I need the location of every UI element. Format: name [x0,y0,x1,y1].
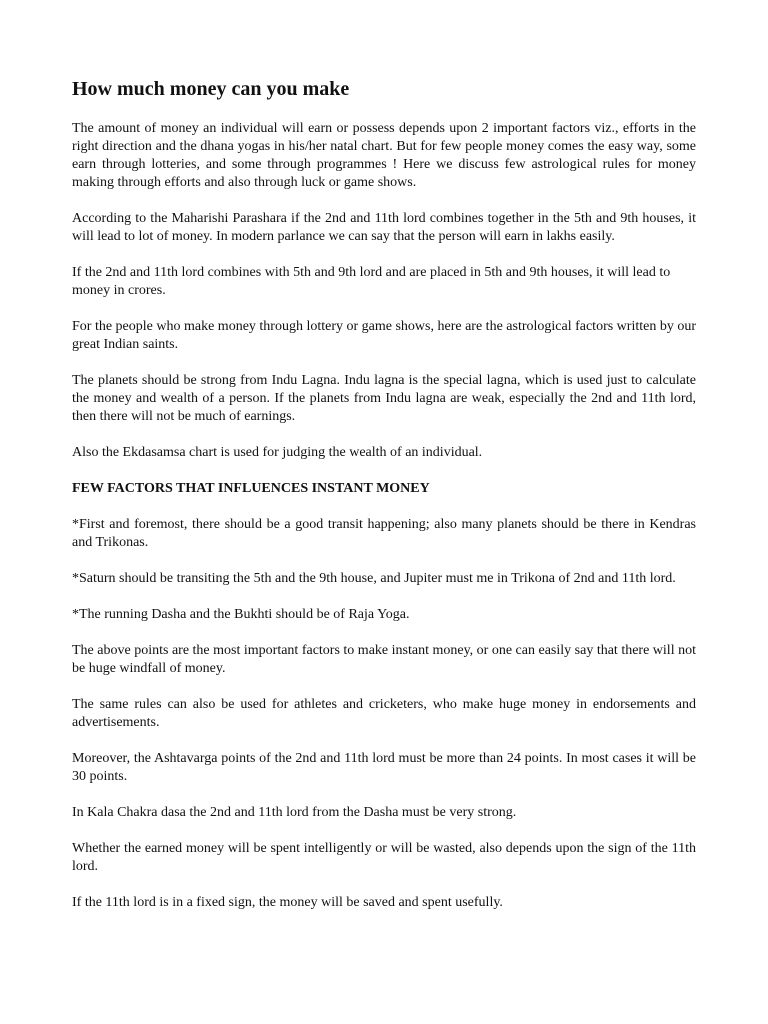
document-page [72,76,696,930]
paragraph-lottery: For the people who make money through lottery or game shows, here are the astrological factors written by our great Indian saints. [72,319,696,352]
document-title: How much money can you make [72,78,350,100]
paragraph-saturn: *Saturn should be transiting the 5th and the 9th house, and Jupiter must me in Trikona of 2nd and 11th lord. [72,571,676,586]
paragraph-kala-chakra: In Kala Chakra dasa the 2nd and 11th lord from the Dasha must be very strong. [72,805,517,820]
paragraph-ekdasamsa: Also the Ekdasamsa chart is used for judging the wealth of an individual. [72,445,483,460]
paragraph-fixed-sign: If the 11th lord is in a fixed sign, the money will be saved and spent usefully. [72,895,503,910]
section-heading: FEW FACTORS THAT INFLUENCES INSTANT MONEY [72,481,430,496]
paragraph-intro: The amount of money an individual will earn or possess depends upon 2 important factors viz., efforts in the right direction and the dhana yogas in his/her natal chart. But for few people money comes the easy way, some earn through lotteries, and some through programmes ! Here we discuss few astrological rules for money making through efforts and also through luck or game shows. [72,121,696,190]
paragraph-dasha: *The running Dasha and the Bukhti should be of Raja Yoga. [72,607,410,622]
paragraph-indu-lagna: The planets should be strong from Indu Lagna. Indu lagna is the special lagna, which is used just to calculate the money and wealth of a person. If the planets from Indu lagna are weak, especially the 2nd and 11th lord, then there will not be much of earnings. [72,373,696,424]
paragraph-parashara: According to the Maharishi Parashara if the 2nd and 11th lord combines together in the 5th and 9th houses, it will lead to lot of money. In modern parlance we can say that the person will earn in lakhs easily. [72,211,696,244]
paragraph-instant-money: The above points are the most important factors to make instant money, or one can easily say that there will not be huge windfall of money. [72,643,696,676]
paragraph-spending: Whether the earned money will be spent intelligently or will be wasted, also depends upon the sign of the 11th lord. [72,841,696,874]
paragraph-ashtavarga: Moreover, the Ashtavarga points of the 2nd and 11th lord must be more than 24 points. In most cases it will be 30 points. [72,751,696,784]
paragraph-athletes: The same rules can also be used for athletes and cricketers, who make huge money in endorsements and advertisements. [72,697,696,730]
paragraph-transit: *First and foremost, there should be a good transit happening; also many planets should be there in Kendras and Trikonas. [72,517,696,550]
paragraph-crores: If the 2nd and 11th lord combines with 5th and 9th lord and are placed in 5th and 9th houses, it will lead to money in crores. [72,265,671,298]
